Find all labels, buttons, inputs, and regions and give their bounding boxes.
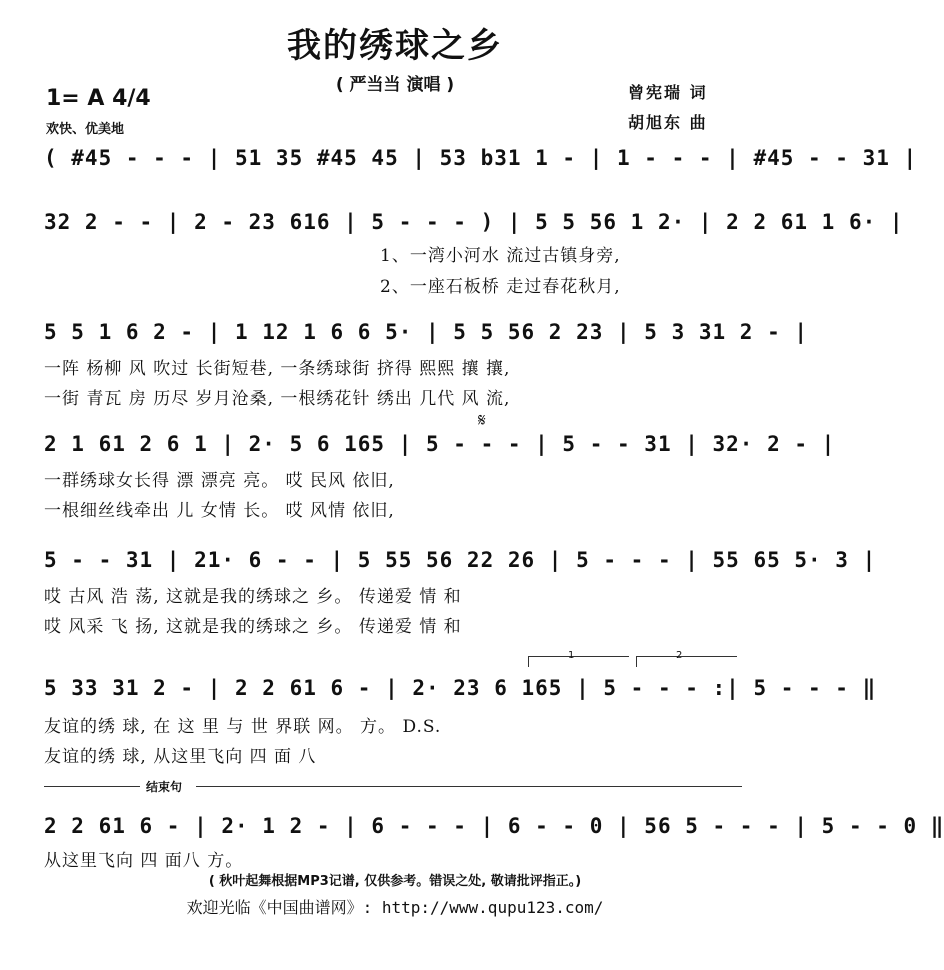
volta-number-2: 2 <box>676 650 683 661</box>
notation-line-3: 5 5 1 6 2 - | 1 12 1 6 6 5· | 5 5 56 2 23 | 5 3 31 2 - | <box>44 320 809 344</box>
notation-line-5: 5 - - 31 | 21· 6 - - | 5 55 56 22 26 | 5 - - - | 55 65 5· 3 | <box>44 548 877 572</box>
singer-credit: ( 严当当 演唱 ) <box>335 75 455 95</box>
key-signature: 1= A 4/4 <box>46 86 151 111</box>
lyric-line-6-verse-1: 友谊的绣 球, 在 这 里 与 世 界联 网。 方。 D.S. <box>44 717 442 737</box>
notation-line-7: 2 2 61 6 - | 2· 1 2 - | 6 - - - | 6 - - 0 | 56 5 - - - | 5 - - 0 ‖ <box>44 814 944 838</box>
lyric-line-2-verse-1: 1、一湾小河水 流过古镇身旁, <box>380 246 621 266</box>
volta-bracket-2 <box>636 656 737 667</box>
notation-line-1: ( #45 - - - | 51 35 #45 45 | 53 b31 1 - | 1 - - - | #45 - - 31 | <box>44 146 918 170</box>
lyric-line-5-verse-1: 哎 古风 浩 荡, 这就是我的绣球之 乡。 传递爱 情 和 <box>44 587 462 607</box>
composer-credit: 胡旭东 曲 <box>628 113 708 132</box>
volta-number-1: 1 <box>568 650 575 661</box>
notation-line-4: 2 1 61 2 6 1 | 2· 5 6 165 | 5 - - - | 5 - - 31 | 32· 2 - | <box>44 432 836 456</box>
lyric-line-2-verse-2: 2、一座石板桥 走过春花秋月, <box>380 277 621 297</box>
tempo-marking: 欢快、优美地 <box>46 122 125 137</box>
lyric-line-6-verse-2: 友谊的绣 球, 从这里飞向 四 面 八 <box>44 747 317 767</box>
lyric-line-5-verse-2: 哎 风采 飞 扬, 这就是我的绣球之 乡。 传递爱 情 和 <box>44 617 462 637</box>
lyric-line-7: 从这里飞向 四 面八 方。 <box>44 851 244 871</box>
ending-rule-left <box>44 786 140 787</box>
ending-rule-right <box>196 786 742 787</box>
lyric-line-4-verse-2: 一根细丝线牵出 儿 女情 长。 哎 风情 依旧, <box>44 501 395 521</box>
segno-sign: 𝄋 <box>478 410 486 431</box>
lyric-line-3-verse-2: 一街 青瓦 房 历尽 岁月沧桑, 一根绣花针 绣出 几代 风 流, <box>44 389 511 409</box>
transcription-notice: ( 秋叶起舞根据MP3记谱, 仅供参考。错误之处, 敬请批评指正。) <box>208 874 582 889</box>
volta-bracket-1 <box>528 656 629 667</box>
song-title: 我的绣球之乡 <box>287 26 503 66</box>
lyricist-credit: 曾宪瑞 词 <box>628 83 708 102</box>
notation-line-6: 5 33 31 2 - | 2 2 61 6 - | 2· 23 6 165 | 5 - - - :| 5 - - - ‖ <box>44 676 877 700</box>
lyric-line-3-verse-1: 一阵 杨柳 风 吹过 长街短巷, 一条绣球街 挤得 熙熙 攘 攘, <box>44 359 511 379</box>
notation-line-2: 32 2 - - | 2 - 23 616 | 5 - - - ) | 5 5 56 1 2· | 2 2 61 1 6· | <box>44 210 904 234</box>
ending-label: 结束句 <box>146 780 183 794</box>
website-link[interactable]: 欢迎光临《中国曲谱网》: http://www.qupu123.com/ <box>186 898 604 917</box>
lyric-line-4-verse-1: 一群绣球女长得 漂 漂亮 亮。 哎 民风 依旧, <box>44 471 395 491</box>
